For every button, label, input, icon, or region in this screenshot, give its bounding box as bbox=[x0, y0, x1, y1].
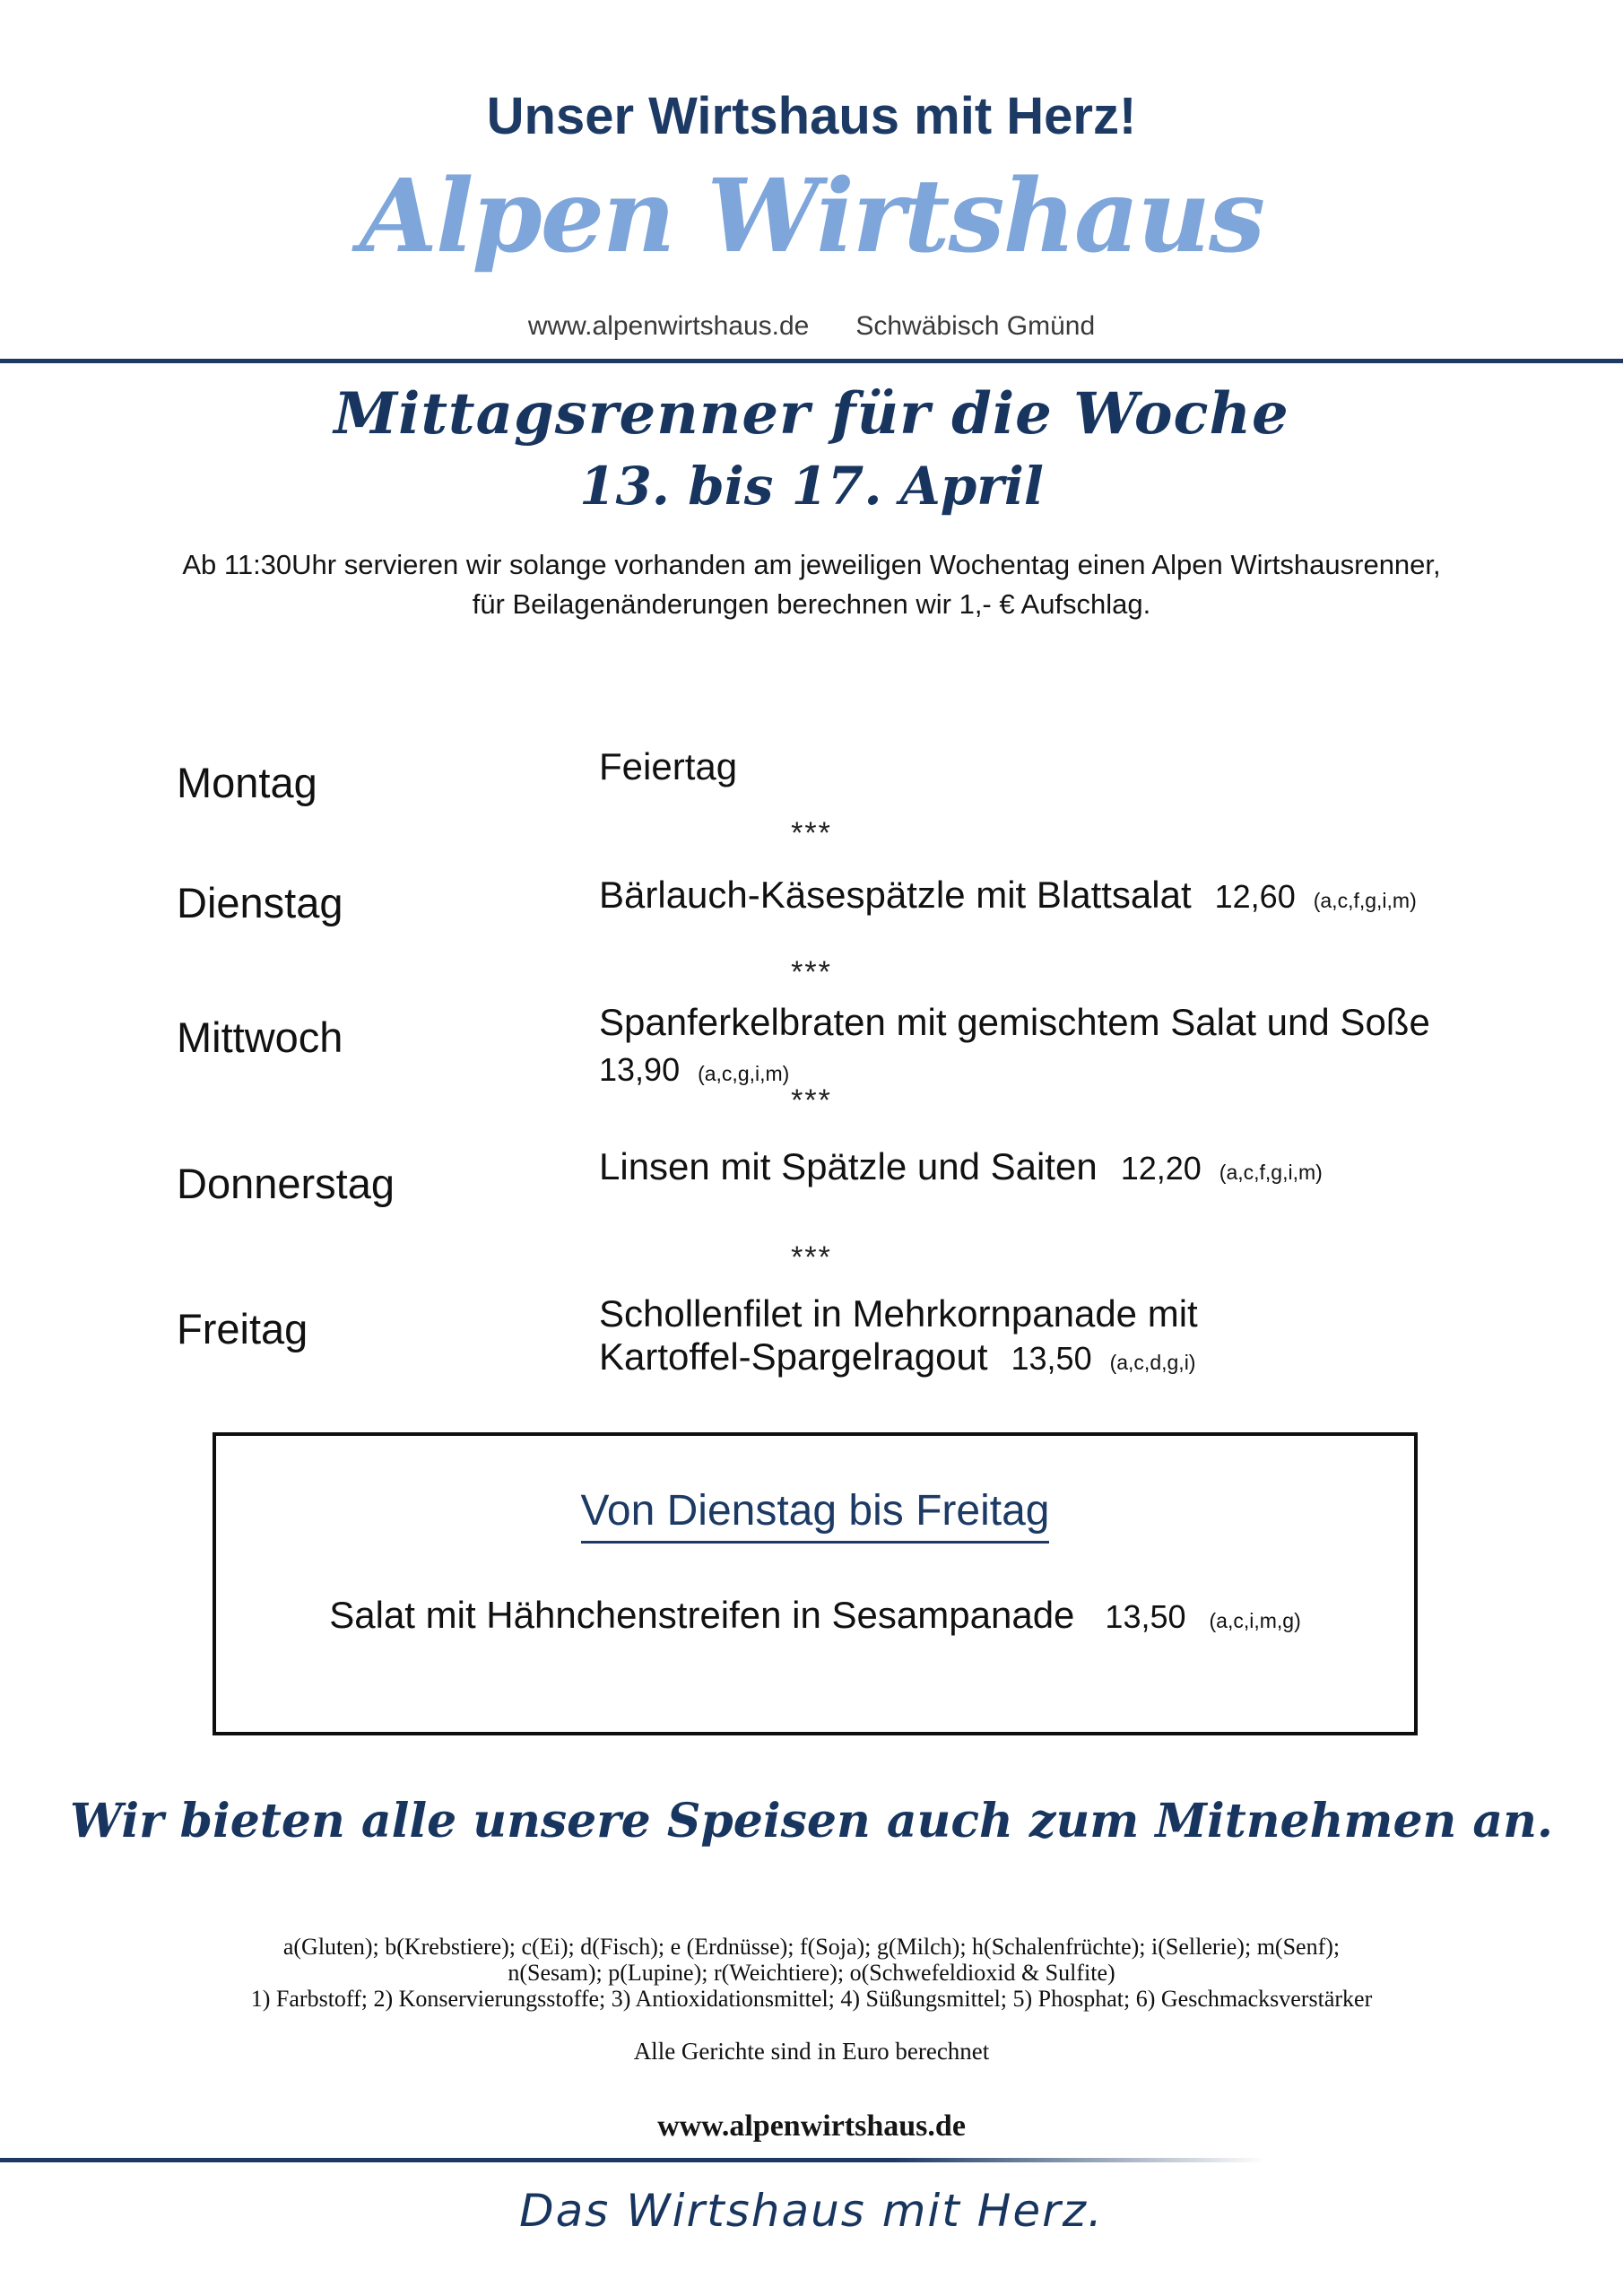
dish-row-montag bbox=[599, 745, 737, 788]
dish-price: 13,50 bbox=[1105, 1598, 1186, 1635]
dish-price: 13,90 bbox=[599, 1051, 681, 1088]
dish-row-dienstag bbox=[599, 874, 1417, 917]
takeaway-note: Wir bieten alle unsere Speisen auch zum Mitnehmen an. bbox=[69, 1794, 1554, 1848]
dish-name: Schollenfilet in Mehrkornpanade mit bbox=[599, 1292, 1198, 1335]
dish-allergens: (a,c,i,m,g) bbox=[1209, 1609, 1301, 1632]
day-label-mittwoch: Mittwoch bbox=[177, 1013, 343, 1061]
special-box-heading-wrap bbox=[216, 1486, 1414, 1544]
brand-logo: Alpen Wirtshaus bbox=[359, 158, 1264, 275]
dish-row-freitag-line2 bbox=[599, 1335, 1195, 1378]
header-divider bbox=[0, 359, 1623, 363]
day-label-dienstag: Dienstag bbox=[177, 879, 343, 926]
intro-paragraph bbox=[0, 545, 1623, 624]
footer-website-link[interactable]: www.alpenwirtshaus.de bbox=[657, 2109, 966, 2143]
dish-name: Kartoffel-Spargelragout bbox=[599, 1335, 988, 1378]
dish-price: 13,50 bbox=[1011, 1340, 1092, 1377]
currency-note: Alle Gerichte sind in Euro berechnet bbox=[633, 2038, 990, 2065]
header-website-link[interactable]: www.alpenwirtshaus.de bbox=[527, 311, 810, 341]
special-box-dish-row bbox=[329, 1594, 1301, 1637]
special-offer-box bbox=[213, 1432, 1418, 1735]
header-tagline: Unser Wirtshaus mit Herz! bbox=[486, 87, 1137, 145]
dish-name: Feiertag bbox=[599, 745, 738, 787]
dish-row-donnerstag bbox=[599, 1145, 1323, 1188]
dish-name: Salat mit Hähnchenstreifen in Sesampanade bbox=[329, 1594, 1075, 1636]
dish-price: 12,60 bbox=[1214, 878, 1296, 915]
intro-line1: Ab 11:30Uhr servieren wir solange vorhanden am jeweiligen Wochentag einen Alpen Wirtshausrenner, bbox=[182, 549, 1441, 580]
dish-name: Spanferkelbraten mit gemischtem Salat und Soße bbox=[599, 1001, 1430, 1043]
header-meta bbox=[0, 311, 1623, 342]
footer-slogan: Das Wirtshaus mit Herz. bbox=[519, 2185, 1104, 2237]
additives-line: 1) Farbstoff; 2) Konservierungsstoffe; 3) Antioxidationsmittel; 4) Süßungsmittel; 5) Phosphat; 6) Geschmacksverstärker bbox=[250, 1986, 1373, 2012]
dish-name: Linsen mit Spätzle und Saiten bbox=[599, 1145, 1098, 1187]
special-box-heading: Von Dienstag bis Freitag bbox=[581, 1486, 1050, 1544]
allergen-footnotes bbox=[0, 1934, 1623, 2012]
separator-stars: *** bbox=[791, 816, 832, 850]
footer-divider bbox=[0, 2158, 1623, 2162]
intro-line2: für Beilagenänderungen berechnen wir 1,- € Aufschlag. bbox=[472, 588, 1151, 620]
separator-stars: *** bbox=[791, 1083, 832, 1118]
dish-price: 12,20 bbox=[1120, 1150, 1202, 1187]
dish-allergens: (a,c,d,g,i) bbox=[1109, 1351, 1196, 1374]
dish-allergens: (a,c,f,g,i,m) bbox=[1219, 1161, 1323, 1184]
separator-stars: *** bbox=[791, 1240, 832, 1274]
dish-row-mittwoch bbox=[599, 1001, 1430, 1044]
menu-title-line2: 13. bis 17. April bbox=[579, 456, 1044, 517]
dish-name: Bärlauch-Käsespätzle mit Blattsalat bbox=[599, 874, 1192, 916]
allergen-line1: a(Gluten); b(Krebstiere); c(Ei); d(Fisch); e (Erdnüsse); f(Soja); g(Milch); h(Schalenfrüchte); i(Sellerie); m(Senf); bbox=[282, 1934, 1341, 1960]
menu-title-line1: Mittagsrenner für die Woche bbox=[334, 380, 1289, 448]
dish-allergens: (a,c,f,g,i,m) bbox=[1313, 889, 1417, 912]
day-label-montag: Montag bbox=[177, 759, 317, 806]
dish-row-freitag-line1 bbox=[599, 1292, 1198, 1335]
day-label-freitag: Freitag bbox=[177, 1305, 308, 1352]
day-label-donnerstag: Donnerstag bbox=[177, 1160, 395, 1207]
allergen-line2: n(Sesam); p(Lupine); r(Weichtiere); o(Schwefeldioxid & Sulfite) bbox=[508, 1960, 1115, 1986]
header-city: Schwäbisch Gmünd bbox=[855, 311, 1096, 341]
separator-stars: *** bbox=[791, 955, 832, 989]
dish-allergens: (a,c,g,i,m) bbox=[698, 1062, 790, 1085]
